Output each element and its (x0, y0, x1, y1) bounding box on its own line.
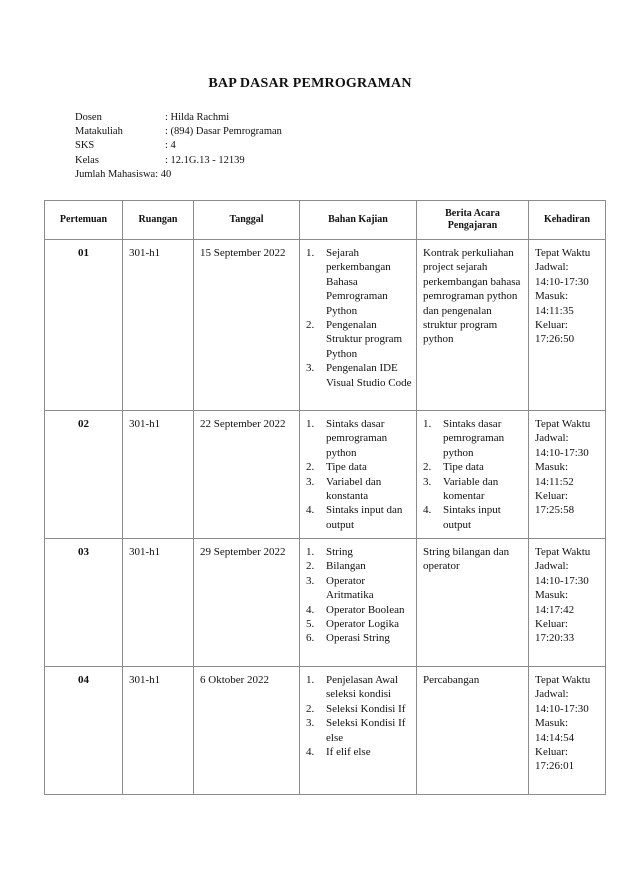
list-item (306, 702, 412, 716)
cell-kehadiran (529, 240, 606, 411)
cell-bahan-kajian (300, 539, 417, 667)
info-row-kelas (75, 154, 282, 168)
list-item (306, 545, 412, 559)
list-item-text: Variabel dan konstanta (326, 475, 382, 503)
list-item-text: Penjelasan Awal seleksi kondisi (326, 674, 398, 701)
info-row-jumlah (75, 168, 282, 182)
kehadiran-line: 17:26:01 (535, 760, 575, 773)
list-item-text: Sintaks dasar pemrograman python (443, 418, 505, 459)
list-item (306, 460, 412, 474)
bahan-kajian-list (306, 417, 412, 532)
list-item-text: Pengenalan Struktur program Python (326, 319, 403, 360)
list-number: 2. (306, 702, 315, 715)
cell-ruangan: 301-h1 (123, 539, 194, 667)
list-number: 4. (306, 603, 315, 616)
list-item (306, 361, 412, 390)
list-item (306, 617, 412, 631)
table-row (45, 667, 606, 795)
list-item (306, 559, 412, 573)
table-row (45, 240, 606, 411)
info-value: : Hilda Rachmi (165, 112, 230, 123)
list-item-text: Seleksi Kondisi If (326, 702, 406, 715)
list-number: 6. (306, 632, 315, 645)
list-item (306, 417, 412, 460)
kehadiran-line: Keluar: (535, 490, 568, 503)
cell-kehadiran (529, 411, 606, 539)
course-info (75, 111, 282, 182)
list-number: 1. (306, 546, 315, 558)
list-item (423, 460, 524, 474)
list-item (306, 246, 412, 318)
list-number: 1. (423, 418, 432, 430)
list-item-text: Sejarah perkembangan Bahasa Pemrograman Python (326, 247, 391, 317)
list-item-text: Operator Aritmatika (326, 574, 374, 602)
list-item-text: String (326, 546, 353, 558)
list-number: 1. (306, 674, 315, 686)
list-item (306, 631, 412, 645)
kehadiran-line: Jadwal: (535, 560, 569, 573)
list-item (306, 673, 412, 702)
cell-pertemuan: 04 (45, 667, 123, 795)
bahan-kajian-list (306, 673, 412, 759)
list-number: 3. (306, 574, 315, 587)
info-label: Kelas (75, 154, 99, 166)
cell-ruangan: 301-h1 (123, 411, 194, 539)
cell-tanggal: 6 Oktober 2022 (194, 667, 300, 795)
list-item-text: Sintaks input output (443, 504, 501, 531)
list-number: 1. (306, 247, 315, 259)
kehadiran-line: 14:17:42 (535, 603, 575, 616)
list-item-text: Operator Boolean (326, 603, 405, 616)
kehadiran-line: 17:26:50 (535, 333, 575, 346)
list-item (306, 503, 412, 532)
list-item (306, 716, 412, 745)
info-value: : 12.1G.13 - 12139 (165, 154, 245, 166)
kehadiran-line: Jadwal: (535, 432, 569, 445)
kehadiran-line: 17:20:33 (535, 632, 575, 645)
list-item-text: Pengenalan IDE Visual Studio Code (326, 362, 412, 389)
header-bahan-kajian: Bahan Kajian (300, 201, 417, 240)
list-item-text: Tipe data (443, 461, 484, 474)
info-row-sks (75, 139, 282, 153)
kehadiran-line: 14:10-17:30 (535, 275, 589, 288)
list-number: 4. (306, 504, 315, 517)
cell-berita-acara (417, 539, 529, 667)
kehadiran-line: Keluar: (535, 319, 568, 332)
cell-kehadiran (529, 539, 606, 667)
header-tanggal: Tanggal (194, 201, 300, 240)
cell-berita-acara (417, 240, 529, 411)
info-value: : 40 (155, 168, 172, 180)
list-item (306, 603, 412, 617)
list-item (423, 503, 524, 532)
info-value: : (894) Dasar Pemrograman (165, 126, 282, 138)
kehadiran-line: 14:11:35 (535, 304, 574, 317)
header-kehadiran: Kehadiran (529, 201, 606, 240)
header-ruangan: Ruangan (123, 201, 194, 240)
list-item-text: Operasi String (326, 632, 390, 645)
table-header-row (45, 201, 606, 240)
table-row (45, 411, 606, 539)
cell-berita-acara (417, 411, 529, 539)
list-number: 4. (423, 504, 432, 517)
cell-ruangan: 301-h1 (123, 667, 194, 795)
list-item (306, 475, 412, 504)
list-number: 1. (306, 418, 315, 430)
kehadiran-line: Tepat Waktu (535, 418, 591, 430)
list-item-text: Tipe data (326, 461, 367, 474)
berita-acara-list (423, 417, 524, 532)
list-item-text: Variable dan komentar (443, 475, 499, 503)
list-number: 4. (306, 746, 315, 759)
kehadiran-line: 14:10-17:30 (535, 702, 589, 715)
list-item-text: Seleksi Kondisi If else (326, 717, 406, 744)
berita-acara-text: Percabangan (423, 674, 480, 686)
info-row-dosen (75, 111, 282, 125)
list-item-text: Operator Logika (326, 618, 399, 631)
berita-acara-text: String bilangan dan operator (423, 546, 510, 573)
info-label: Dosen (75, 112, 102, 123)
info-value: : 4 (165, 140, 176, 152)
kehadiran-line: Tepat Waktu (535, 674, 591, 686)
list-item-text: If elif else (326, 746, 371, 759)
cell-pertemuan: 01 (45, 240, 123, 411)
list-item (423, 417, 524, 460)
info-label: Jumlah Mahasiswa (75, 168, 156, 180)
list-item (306, 574, 412, 603)
kehadiran-line: Masuk: (535, 290, 568, 303)
bahan-kajian-list (306, 545, 412, 646)
list-number: 2. (306, 461, 315, 474)
kehadiran-line: 14:11:52 (535, 475, 574, 488)
document-title: BAP DASAR PEMROGRAMAN (208, 76, 412, 91)
list-number: 2. (306, 560, 315, 573)
kehadiran-line: Tepat Waktu (535, 546, 591, 558)
kehadiran-line: 14:10-17:30 (535, 574, 589, 587)
list-item-text: Bilangan (326, 560, 366, 573)
info-label: Matakuliah (75, 126, 123, 138)
table-row (45, 539, 606, 667)
kehadiran-line: Tepat Waktu (535, 247, 591, 259)
kehadiran-line: 17:25:58 (535, 504, 575, 517)
list-number: 3. (306, 717, 315, 730)
kehadiran-line: Keluar: (535, 618, 568, 631)
info-label: SKS (75, 140, 95, 152)
list-item (306, 745, 412, 759)
header-pertemuan: Pertemuan (45, 201, 123, 240)
bap-table (44, 200, 606, 795)
cell-ruangan: 301-h1 (123, 240, 194, 411)
cell-bahan-kajian (300, 411, 417, 539)
cell-bahan-kajian (300, 240, 417, 411)
kehadiran-line: 14:14:54 (535, 731, 575, 744)
list-item (423, 475, 524, 504)
bahan-kajian-list (306, 246, 412, 390)
kehadiran-line: Masuk: (535, 717, 568, 730)
kehadiran-line: Masuk: (535, 589, 568, 602)
cell-tanggal: 22 September 2022 (194, 411, 300, 539)
kehadiran-line: Jadwal: (535, 688, 569, 701)
kehadiran-line: 14:10-17:30 (535, 446, 589, 459)
list-item-text: Sintaks input dan output (326, 504, 403, 531)
cell-berita-acara (417, 667, 529, 795)
cell-tanggal: 15 September 2022 (194, 240, 300, 411)
berita-acara-text: Kontrak perkuliahan project sejarah perkembangan bahasa pemrograman python dan pengenalan struktur program python (423, 247, 521, 346)
header-berita-acara: Berita Acara Pengajaran (417, 201, 529, 240)
list-number: 5. (306, 618, 315, 631)
list-item-text: Sintaks dasar pemrograman python (326, 418, 388, 459)
cell-pertemuan: 02 (45, 411, 123, 539)
list-number: 3. (423, 475, 432, 488)
list-item (306, 318, 412, 361)
kehadiran-line: Keluar: (535, 746, 568, 759)
cell-pertemuan: 03 (45, 539, 123, 667)
info-row-matakuliah (75, 125, 282, 139)
list-number: 3. (306, 475, 315, 488)
list-number: 2. (306, 319, 315, 332)
cell-bahan-kajian (300, 667, 417, 795)
list-number: 3. (306, 362, 315, 375)
kehadiran-line: Jadwal: (535, 261, 569, 274)
cell-kehadiran (529, 667, 606, 795)
list-number: 2. (423, 461, 432, 474)
cell-tanggal: 29 September 2022 (194, 539, 300, 667)
kehadiran-line: Masuk: (535, 461, 568, 474)
